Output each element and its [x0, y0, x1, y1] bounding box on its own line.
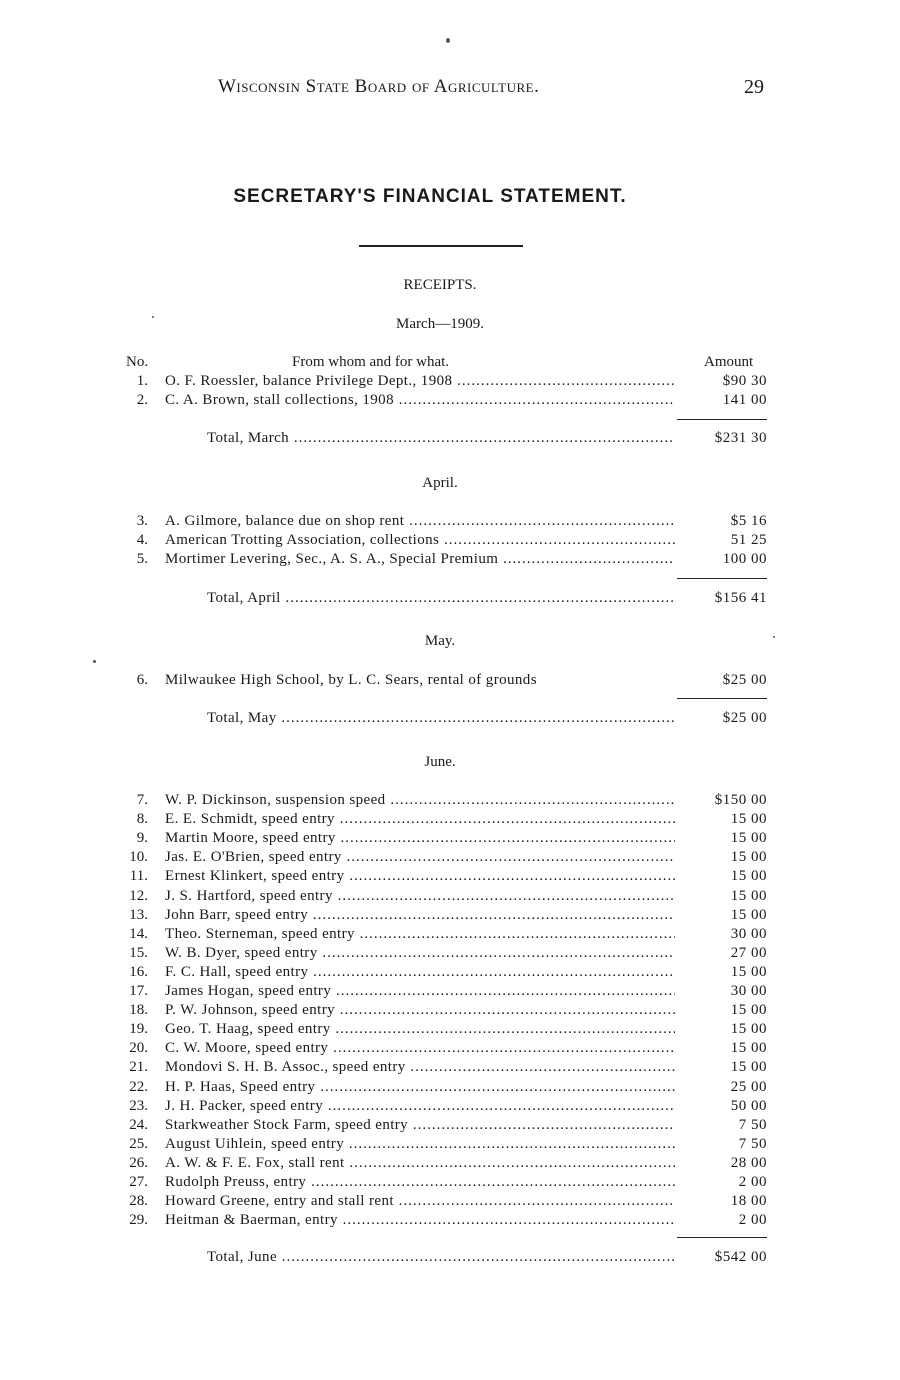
entry-number: 8. [136, 811, 148, 828]
entry-number: 15. [129, 944, 148, 961]
running-head [0, 76, 900, 102]
entry-row [0, 672, 900, 691]
entry-amount: 15 00 [730, 906, 767, 923]
total-row-june [0, 1249, 900, 1268]
total-rule [677, 1237, 767, 1238]
entry-description: Starkweather Stock Farm, speed entry ..... [165, 1117, 675, 1134]
entry-row [0, 1098, 900, 1117]
entry-row [0, 888, 900, 907]
entry-row [0, 1059, 900, 1078]
entry-row [0, 392, 900, 411]
entry-amount: 15 00 [730, 830, 767, 847]
entry-amount: 2 00 [738, 1212, 767, 1229]
entry-number: 1. [136, 373, 148, 389]
entry-number: 13. [129, 906, 148, 923]
entry-amount: $90 30 [722, 373, 767, 389]
entry-number: 18. [129, 1002, 148, 1019]
entry-description: W. B. Dyer, speed entry ..... [165, 945, 675, 962]
entry-amount: 30 00 [730, 983, 767, 999]
entry-number: 7. [136, 792, 148, 808]
running-title: Wisconsin State Board of Agriculture. [218, 76, 540, 97]
entry-number: 9. [136, 830, 148, 847]
entry-number: 3. [136, 513, 148, 529]
entry-row [0, 373, 900, 392]
entry-row [0, 830, 900, 849]
entry-number: 23. [129, 1097, 148, 1114]
title-rule [359, 245, 523, 247]
total-label: Total, March ..... [207, 430, 675, 447]
total-rule [677, 419, 767, 420]
month-heading-june: June. [424, 754, 456, 770]
scan-speck [446, 38, 450, 43]
entry-number: 29. [129, 1212, 148, 1229]
entry-row [0, 1136, 900, 1155]
column-header-amount: Amount [704, 354, 754, 370]
entry-number: 22. [129, 1078, 148, 1095]
entry-description: James Hogan, speed entry ..... [165, 983, 675, 1000]
entry-amount: 50 00 [730, 1097, 767, 1114]
entry-number: 4. [136, 532, 148, 548]
entry-amount: 15 00 [730, 963, 767, 980]
total-row-may [0, 710, 900, 729]
entry-description: F. C. Hall, speed entry ..... [165, 964, 675, 981]
entry-description: C. W. Moore, speed entry ..... [165, 1040, 675, 1057]
entry-amount: 141 00 [722, 392, 767, 408]
entry-number: 10. [129, 849, 148, 866]
entry-row [0, 811, 900, 830]
month-heading-april: April. [422, 475, 458, 491]
entry-row [0, 1040, 900, 1059]
entry-row [0, 551, 900, 570]
entry-description: W. P. Dickinson, suspension speed ..... [165, 792, 675, 809]
entry-row [0, 513, 900, 532]
entry-description: A. Gilmore, balance due on shop rent ..... [165, 513, 675, 530]
entry-number: 17. [129, 983, 148, 999]
entry-number: 25. [129, 1135, 148, 1152]
entry-description: August Uihlein, speed entry ..... [165, 1136, 675, 1153]
entry-number: 14. [129, 925, 148, 942]
entry-description: American Trotting Association, collections ..... [165, 532, 675, 549]
entry-row [0, 1155, 900, 1174]
period-heading: March—1909. [396, 316, 484, 332]
column-header-no: No. [126, 354, 149, 370]
entry-description: J. H. Packer, speed entry ..... [165, 1098, 675, 1115]
entry-amount: $150 00 [714, 792, 767, 808]
total-rule [677, 578, 767, 579]
entry-amount: 30 00 [730, 925, 767, 942]
entry-row [0, 1193, 900, 1212]
entry-description: Howard Greene, entry and stall rent ..... [165, 1193, 675, 1210]
total-label: Total, June ..... [207, 1249, 675, 1266]
entry-number: 21. [129, 1059, 148, 1076]
entry-description: Theo. Sterneman, speed entry ..... [165, 926, 675, 943]
total-label: Total, May ..... [207, 710, 675, 727]
entry-row [0, 792, 900, 811]
total-row-april [0, 590, 900, 609]
entry-description: H. P. Haas, Speed entry ..... [165, 1079, 675, 1096]
entry-description: Jas. E. O'Brien, speed entry ..... [165, 849, 675, 866]
entry-number: 11. [129, 868, 148, 885]
total-label: Total, April ..... [207, 590, 675, 607]
entry-amount: 15 00 [730, 1059, 767, 1076]
entry-row [0, 532, 900, 551]
entry-amount: 28 00 [730, 1154, 767, 1171]
entry-row [0, 868, 900, 887]
total-rule [677, 698, 767, 699]
page-title: SECRETARY'S FINANCIAL STATEMENT. [233, 186, 627, 207]
entry-description: P. W. Johnson, speed entry ..... [165, 1002, 675, 1019]
entry-number: 20. [129, 1040, 148, 1057]
entry-row [0, 983, 900, 1002]
entry-row [0, 1021, 900, 1040]
entry-amount: $5 16 [730, 513, 767, 529]
entry-amount: 15 00 [730, 849, 767, 866]
entry-number: 28. [129, 1193, 148, 1210]
entry-amount: 15 00 [730, 811, 767, 828]
entry-number: 19. [129, 1021, 148, 1038]
entry-row [0, 849, 900, 868]
entry-row [0, 945, 900, 964]
entry-description: J. S. Hartford, speed entry ..... [165, 888, 675, 905]
entry-amount: 7 50 [738, 1135, 767, 1152]
total-amount: $542 00 [714, 1249, 767, 1265]
scan-speck [93, 660, 96, 663]
entry-description: E. E. Schmidt, speed entry ..... [165, 811, 675, 828]
entry-row [0, 964, 900, 983]
entry-number: 12. [129, 887, 148, 904]
entry-amount: 15 00 [730, 887, 767, 904]
entry-amount: 15 00 [730, 1040, 767, 1057]
entry-row [0, 1212, 900, 1231]
section-heading: RECEIPTS. [403, 277, 477, 293]
entry-description: C. A. Brown, stall collections, 1908 ..... [165, 392, 675, 409]
column-header-from: From whom and for what. [292, 354, 450, 370]
entry-amount: 27 00 [730, 944, 767, 961]
entry-amount: 15 00 [730, 1002, 767, 1019]
entry-description: Mortimer Levering, Sec., A. S. A., Special Premium ..... [165, 551, 675, 568]
entry-description: A. W. & F. E. Fox, stall rent ..... [165, 1155, 675, 1172]
entry-amount: 2 00 [738, 1174, 767, 1190]
entry-amount: 7 50 [738, 1116, 767, 1133]
entry-row [0, 907, 900, 926]
entry-amount: $25 00 [722, 672, 767, 688]
entry-amount: 100 00 [722, 551, 767, 567]
entry-description: Milwaukee High School, by L. C. Sears, rental of grounds [165, 672, 537, 688]
entry-row [0, 1002, 900, 1021]
entry-amount: 15 00 [730, 1021, 767, 1038]
entry-amount: 18 00 [730, 1193, 767, 1210]
total-row-march [0, 430, 900, 449]
entry-description: Ernest Klinkert, speed entry ..... [165, 868, 675, 885]
entry-number: 5. [136, 551, 148, 567]
entry-description: O. F. Roessler, balance Privilege Dept., 1908 ..... [165, 373, 675, 390]
entry-description: Martin Moore, speed entry ..... [165, 830, 675, 847]
entry-amount: 15 00 [730, 868, 767, 885]
entry-description: Rudolph Preuss, entry ..... [165, 1174, 675, 1191]
entry-amount: 25 00 [730, 1078, 767, 1095]
entry-number: 26. [129, 1154, 148, 1171]
entry-number: 16. [129, 963, 148, 980]
entry-row [0, 926, 900, 945]
total-amount: $231 30 [714, 430, 767, 446]
entry-number: 27. [129, 1174, 148, 1190]
total-amount: $25 00 [722, 710, 767, 726]
entry-number: 6. [136, 672, 148, 688]
entry-amount: 51 25 [730, 532, 767, 548]
entry-number: 24. [129, 1116, 148, 1133]
entry-description: Geo. T. Haag, speed entry ..... [165, 1021, 675, 1038]
month-heading-may: May. [424, 633, 456, 649]
total-amount: $156 41 [714, 590, 767, 606]
entry-description: Mondovi S. H. B. Assoc., speed entry ..... [165, 1059, 675, 1076]
entry-row [0, 1174, 900, 1193]
scan-speck [152, 316, 154, 318]
entry-row [0, 1079, 900, 1098]
entry-description: John Barr, speed entry ..... [165, 907, 675, 924]
entry-description: Heitman & Baerman, entry ..... [165, 1212, 675, 1229]
entry-row [0, 1117, 900, 1136]
scan-speck [773, 636, 775, 638]
page-number: 29 [744, 76, 764, 98]
entry-number: 2. [136, 392, 148, 408]
